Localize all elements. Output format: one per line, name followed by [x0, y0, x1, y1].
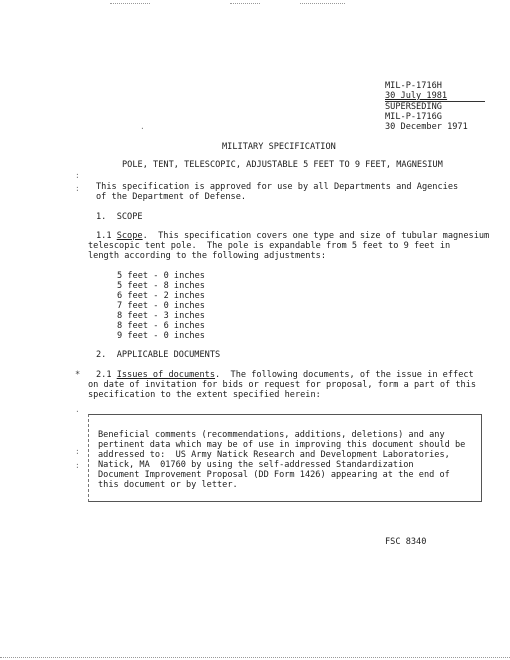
scan-artifact — [110, 3, 150, 5]
paragraph-line: length according to the following adjustments: — [88, 251, 326, 261]
paragraph-line: on date of invitation for bids or request for proposal, form a part of this — [88, 380, 477, 390]
adjustment-item: 7 feet - 0 inches — [117, 301, 205, 311]
margin-artifact: · — [75, 407, 80, 416]
section-heading: 1. SCOPE — [96, 212, 143, 222]
box-line: Natick, MA 01760 by using the self-addressed Standardization — [98, 460, 414, 470]
margin-artifact: · — [140, 124, 145, 133]
page-subtitle: POLE, TENT, TELESCOPIC, ADJUSTABLE 5 FEET TO 9 FEET, MAGNESIUM — [122, 160, 443, 170]
box-line: pertinent data which may be of use in improving this document should be — [98, 440, 466, 450]
margin-artifact: : — [75, 171, 80, 180]
adjustment-item: 6 feet - 2 inches — [117, 291, 205, 301]
scan-artifact — [300, 3, 345, 5]
subsection-heading: Issues of documents — [116, 370, 216, 380]
paragraph-line: specification to the extent specified herein: — [88, 390, 321, 400]
adjustment-item: 5 feet - 0 inches — [117, 271, 205, 281]
prev-doc-date: 30 December 1971 — [385, 122, 468, 132]
scan-artifact — [230, 3, 260, 5]
page-title: MILITARY SPECIFICATION — [222, 142, 336, 152]
adjustment-item: 9 feet - 0 inches — [117, 331, 205, 341]
box-line: Beneficial comments (recommendations, additions, deletions) and any — [98, 430, 445, 440]
prev-doc-id: MIL-P-1716G — [385, 112, 442, 122]
adjustment-item: 8 feet - 6 inches — [117, 321, 205, 331]
section-heading: 2. APPLICABLE DOCUMENTS — [96, 350, 221, 360]
change-mark: * — [75, 370, 81, 380]
box-line: addressed to: US Army Natick Research and Development Laboratories, — [98, 450, 450, 460]
superseding-label: SUPERSEDING — [385, 102, 442, 112]
adjustment-item: 8 feet - 3 inches — [117, 311, 205, 321]
margin-artifact: : — [75, 184, 80, 193]
margin-artifact: : — [75, 447, 80, 456]
paragraph-line: 1.1 Scope. This specification covers one type and size of tubular magnesium — [96, 231, 490, 241]
margin-artifact: : — [75, 461, 80, 470]
scan-artifact — [0, 657, 510, 659]
subsection-heading: Scope — [116, 231, 143, 241]
approval-line: This specification is approved for use by all Departments and Agencies — [96, 182, 459, 192]
doc-id: MIL-P-1716H — [385, 81, 442, 91]
adjustment-item: 5 feet - 8 inches — [117, 281, 205, 291]
paragraph-line: telescopic tent pole. The pole is expandable from 5 feet to 9 feet in — [88, 241, 451, 251]
box-line: Document Improvement Proposal (DD Form 1426) appearing at the end of — [98, 470, 450, 480]
box-line: this document or by letter. — [98, 480, 238, 490]
fsc-code: FSC 8340 — [385, 537, 427, 547]
doc-date: 30 July 1981 — [385, 91, 448, 101]
paragraph-line: 2.1 Issues of documents. The following documents, of the issue in effect — [96, 370, 474, 380]
approval-line: of the Department of Defense. — [96, 192, 247, 202]
